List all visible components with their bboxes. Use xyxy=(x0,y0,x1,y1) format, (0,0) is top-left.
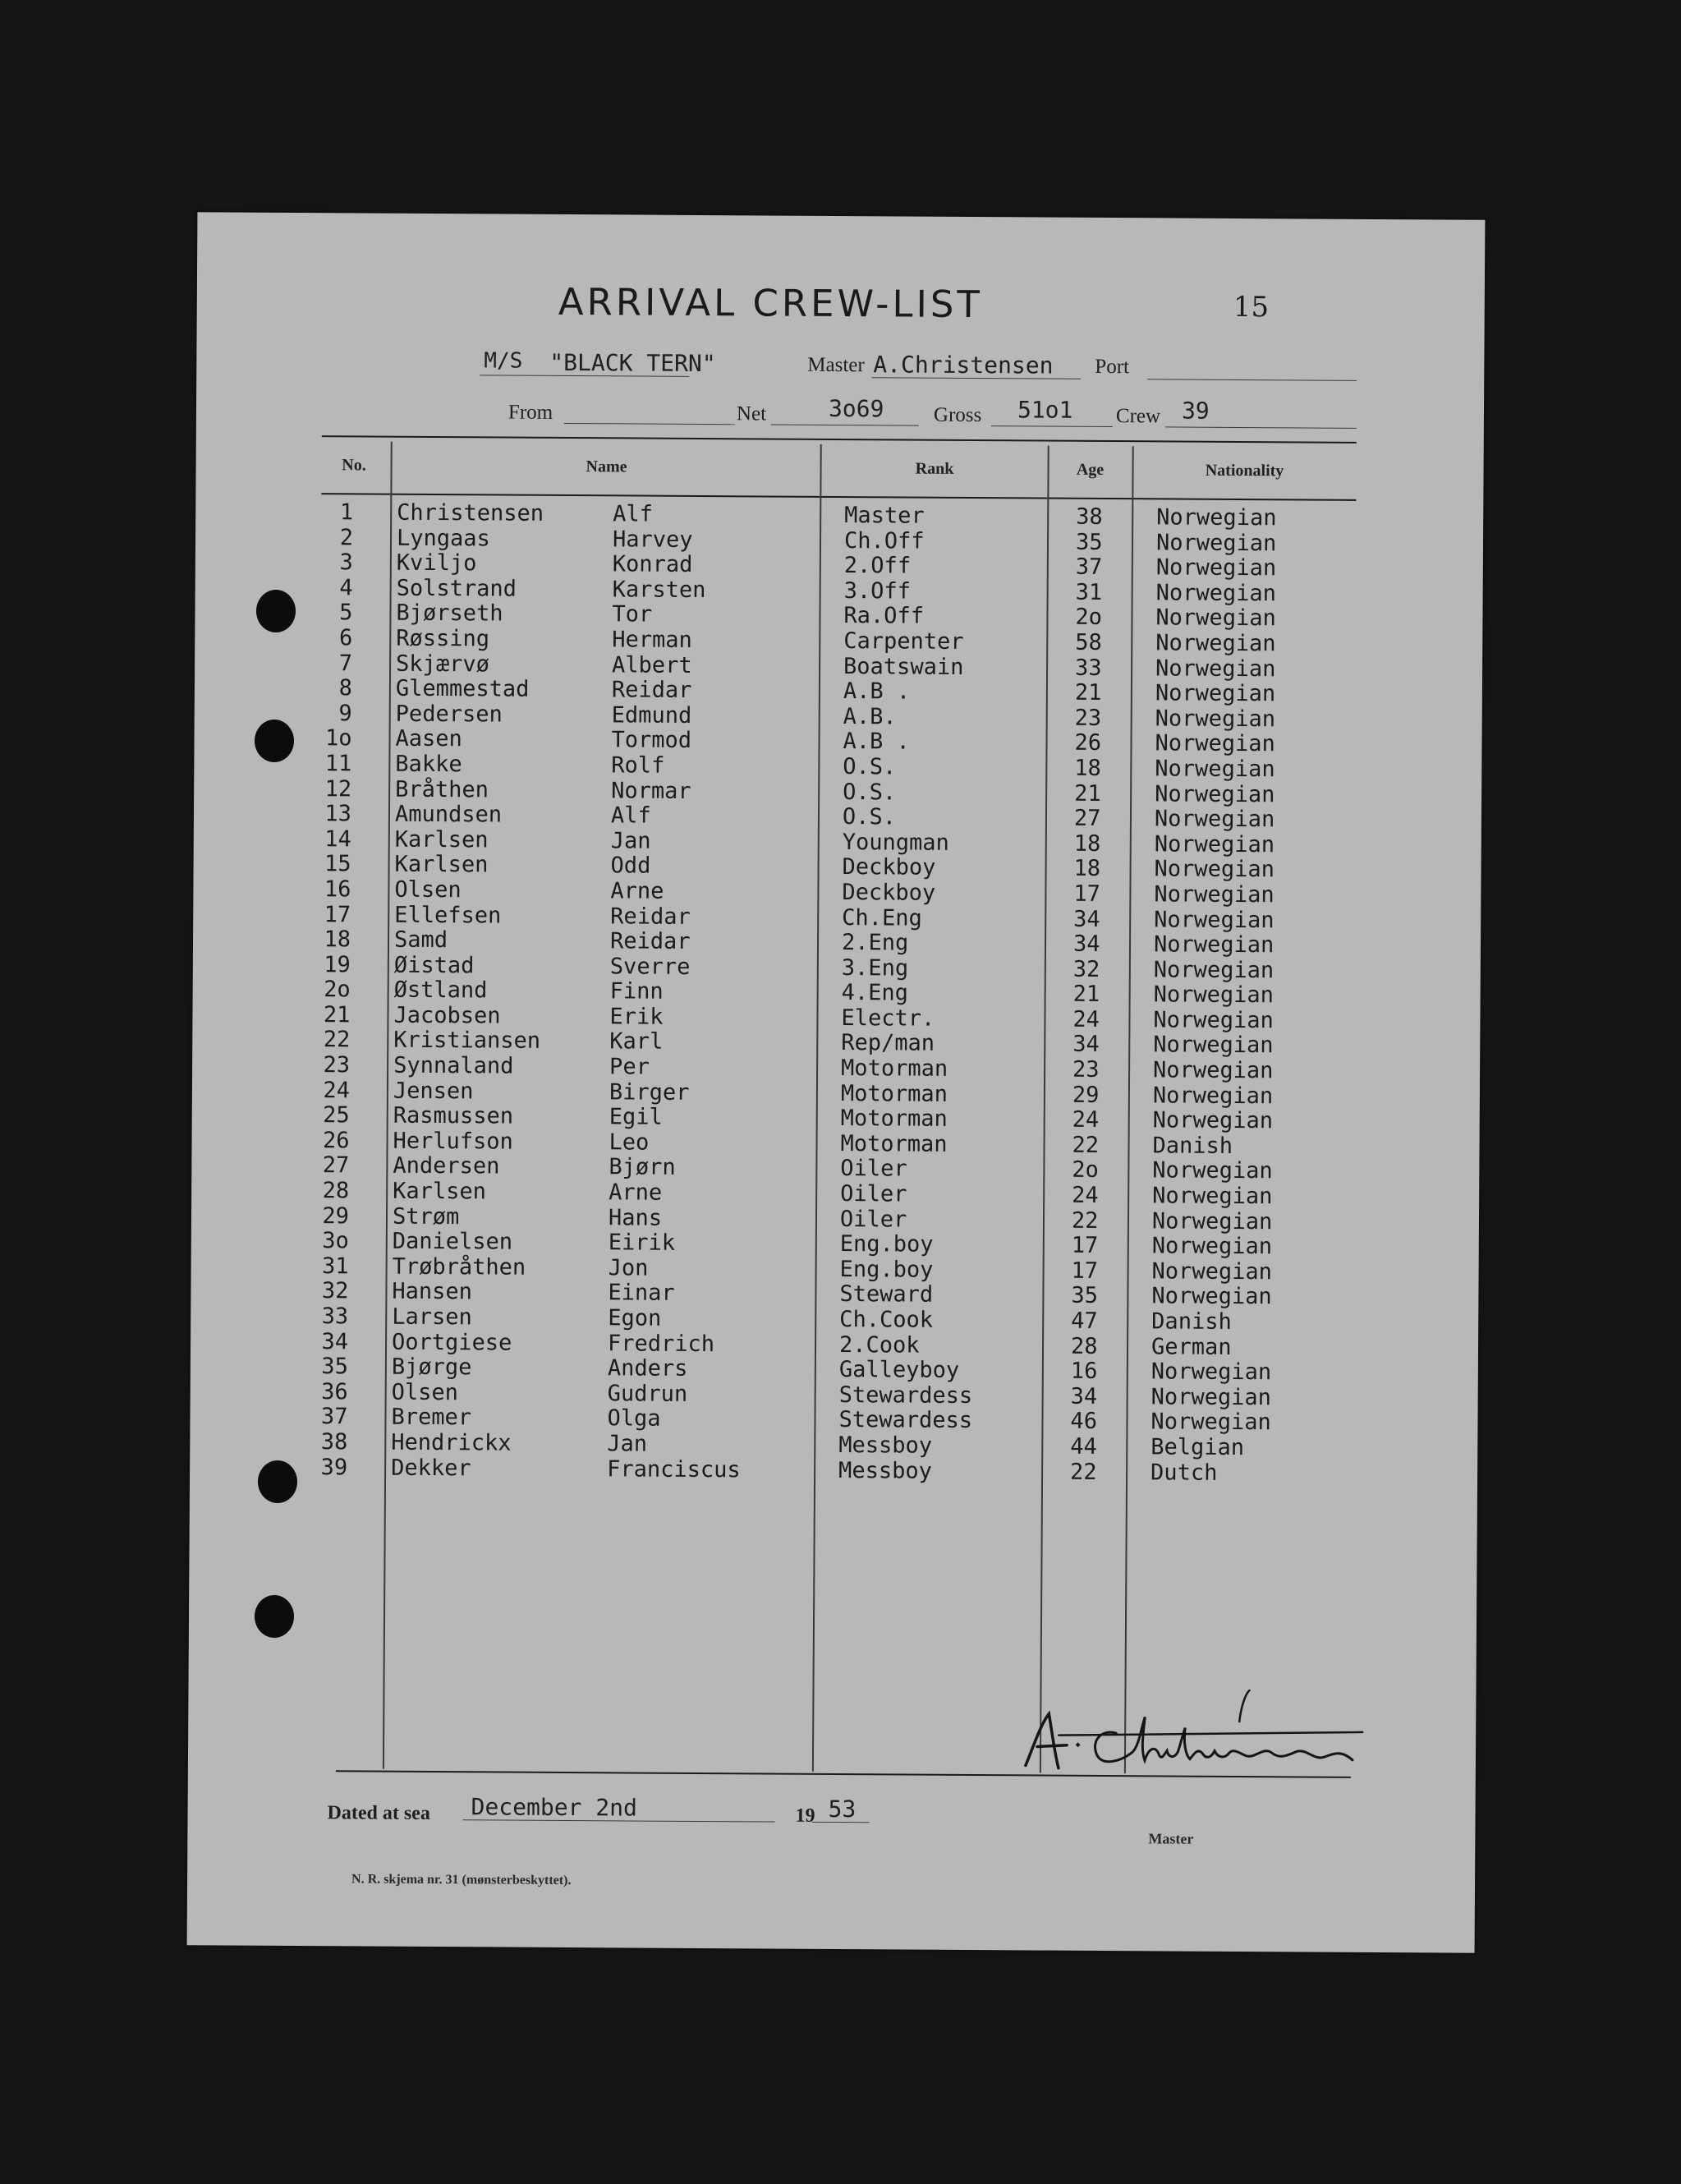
row-number: 23 xyxy=(323,1052,351,1078)
document-title: ARRIVAL CREW-LIST xyxy=(558,279,984,327)
crew-given-name: Edmund xyxy=(611,702,692,729)
crew-nationality: Norwegian xyxy=(1153,1007,1274,1034)
crew-nationality: Norwegian xyxy=(1155,730,1275,757)
crew-nationality: Norwegian xyxy=(1155,680,1276,707)
header-no: No. xyxy=(342,456,366,475)
crew-given-name: Alf xyxy=(613,501,654,527)
master-name: A.Christensen xyxy=(873,351,1054,379)
net-value: 3o69 xyxy=(828,394,884,423)
crew-given-name: Fredrich xyxy=(607,1330,715,1357)
crew-given-name: Arne xyxy=(609,1179,663,1206)
crew-age: 23 xyxy=(1074,705,1102,731)
crew-age: 24 xyxy=(1072,1182,1099,1208)
row-number: 18 xyxy=(324,926,351,953)
crew-surname: Karlsen xyxy=(394,826,489,853)
crew-rank: Messboy xyxy=(838,1432,933,1459)
crew-rank: Oiler xyxy=(840,1156,907,1182)
crew-given-name: Per xyxy=(609,1054,650,1080)
crew-rank: Rep/man xyxy=(841,1030,935,1057)
gross-value: 51o1 xyxy=(1017,396,1073,424)
crew-nationality: Norwegian xyxy=(1151,1283,1272,1310)
crew-rank: Eng.boy xyxy=(839,1256,934,1283)
crew-rank: 2.Cook xyxy=(838,1331,920,1359)
crew-surname: Lyngaas xyxy=(396,525,490,552)
crew-nationality: Norwegian xyxy=(1151,1409,1271,1436)
crew-given-name: Hans xyxy=(608,1204,663,1231)
crew-given-name: Jan xyxy=(607,1431,648,1457)
crew-age: 22 xyxy=(1070,1459,1097,1485)
crew-given-name: Harvey xyxy=(612,526,693,553)
crew-surname: Østland xyxy=(393,977,488,1004)
crew-rank: A.B . xyxy=(843,729,910,755)
crew-age: 44 xyxy=(1070,1433,1097,1460)
crew-surname: Hendrickx xyxy=(391,1429,512,1456)
crew-given-name: Arne xyxy=(610,878,664,904)
port-label: Port xyxy=(1095,355,1130,379)
crew-age: 21 xyxy=(1074,780,1101,807)
crew-age: 37 xyxy=(1075,554,1103,581)
crew-nationality: Norwegian xyxy=(1151,1258,1273,1285)
vessel-prefix: M/S xyxy=(484,348,523,374)
crew-given-name: Bjørn xyxy=(609,1154,676,1181)
master-signature xyxy=(1009,1687,1404,1796)
crew-given-name: Reidar xyxy=(609,928,691,955)
crew-surname: Karlsen xyxy=(393,1178,487,1205)
row-number: 14 xyxy=(324,825,351,853)
vessel-underline xyxy=(480,375,689,377)
crew-age: 22 xyxy=(1072,1132,1100,1158)
row-number: 3o xyxy=(322,1228,349,1254)
crew-given-name: Karl xyxy=(609,1028,664,1055)
crew-surname: Andersen xyxy=(393,1153,500,1179)
crew-rank: 2.Off xyxy=(843,553,912,579)
form-note: N. R. skjema nr. 31 (mønsterbeskyttet). xyxy=(351,1872,572,1888)
crew-rank: 2.Eng xyxy=(841,930,909,956)
master-label: Master xyxy=(807,353,865,377)
crew-rank: Messboy xyxy=(838,1457,933,1484)
crew-given-name: Normar xyxy=(611,777,691,804)
row-number: 22 xyxy=(323,1027,351,1053)
crew-nationality: Norwegian xyxy=(1153,1057,1274,1084)
crew-age: 29 xyxy=(1072,1082,1100,1108)
crew-nationality: Norwegian xyxy=(1153,931,1275,959)
crew-age: 27 xyxy=(1073,805,1101,832)
row-number: 39 xyxy=(320,1454,348,1480)
crew-nationality: Norwegian xyxy=(1154,806,1275,833)
crew-rank: Oiler xyxy=(839,1206,907,1233)
crew-rank: Deckboy xyxy=(842,854,936,881)
crew-surname: Kviljo xyxy=(396,549,477,577)
punch-hole xyxy=(255,720,294,762)
crew-age: 33 xyxy=(1074,655,1102,681)
crew-nationality: Norwegian xyxy=(1155,655,1276,682)
master-caption: Master xyxy=(1148,1830,1194,1847)
row-number: 1o xyxy=(324,725,352,752)
crew-nationality: Norwegian xyxy=(1155,580,1277,607)
crew-rank: Youngman xyxy=(842,829,949,856)
crew-surname: Dekker xyxy=(391,1455,471,1481)
crew-surname: Synnaland xyxy=(393,1052,514,1079)
crew-rank: Galleyboy xyxy=(838,1357,960,1384)
header-age: Age xyxy=(1076,460,1105,479)
crew-rank: Boatswain xyxy=(843,653,964,680)
crew-surname: Karlsen xyxy=(394,852,489,878)
crew-nationality: Norwegian xyxy=(1151,1233,1273,1260)
row-number: 38 xyxy=(320,1429,348,1455)
crew-rank: Motorman xyxy=(841,1055,948,1082)
crew-age: 28 xyxy=(1070,1333,1098,1359)
crew-surname: Ellefsen xyxy=(394,902,502,929)
row-number: 31 xyxy=(322,1253,349,1280)
crew-rank: Deckboy xyxy=(842,879,936,906)
row-number: 32 xyxy=(321,1278,349,1304)
crew-age: 34 xyxy=(1070,1383,1098,1409)
crew-age: 22 xyxy=(1071,1207,1099,1234)
crew-surname: Olsen xyxy=(391,1379,459,1405)
crew-given-name: Tormod xyxy=(611,727,692,754)
crew-given-name: Herman xyxy=(612,627,692,653)
row-number: 7 xyxy=(338,650,353,676)
crew-nationality: Norwegian xyxy=(1152,1083,1274,1109)
crew-nationality: Norwegian xyxy=(1154,906,1275,933)
crew-given-name: Tor xyxy=(612,601,653,628)
crew-surname: Røssing xyxy=(396,625,490,652)
row-number: 2o xyxy=(324,977,351,1003)
crew-given-name: Egon xyxy=(608,1305,662,1331)
crew-surname: Olsen xyxy=(394,876,462,903)
crew-nationality: Norwegian xyxy=(1155,756,1275,783)
year-underline xyxy=(811,1822,869,1823)
crew-given-name: Alf xyxy=(610,802,651,829)
crew-age: 34 xyxy=(1072,1032,1100,1058)
crew-surname: Øistad xyxy=(393,952,475,978)
crew-age: 17 xyxy=(1071,1258,1099,1284)
crew-age: 16 xyxy=(1070,1358,1098,1385)
crew-given-name: Einar xyxy=(608,1280,675,1307)
header-name: Name xyxy=(586,457,627,476)
row-number: 8 xyxy=(338,675,353,701)
crew-surname: Amundsen xyxy=(394,801,503,828)
crew-given-name: Konrad xyxy=(612,551,693,578)
row-number: 27 xyxy=(322,1152,350,1179)
row-number: 1 xyxy=(339,499,354,526)
crew-age: 38 xyxy=(1076,503,1103,530)
crew-nationality: Norwegian xyxy=(1154,831,1275,858)
crew-age: 32 xyxy=(1072,956,1100,982)
row-number: 33 xyxy=(321,1304,349,1330)
crew-label: Crew xyxy=(1115,405,1161,428)
row-number: 15 xyxy=(324,851,351,877)
crew-age: 35 xyxy=(1075,529,1103,555)
crew-list-paper xyxy=(187,212,1486,1953)
row-number: 24 xyxy=(323,1077,351,1104)
crew-surname: Skjærvø xyxy=(396,651,489,677)
crew-surname: Bjørge xyxy=(391,1354,472,1381)
crew-given-name: Birger xyxy=(609,1078,690,1106)
crew-given-name: Sverre xyxy=(609,954,691,980)
crew-age: 2o xyxy=(1075,605,1103,631)
crew-nationality: Norwegian xyxy=(1151,1359,1272,1386)
crew-rank: O.S. xyxy=(843,779,897,805)
crew-nationality: Norwegian xyxy=(1154,881,1275,908)
crew-age: 23 xyxy=(1072,1056,1100,1083)
crew-age: 35 xyxy=(1071,1283,1099,1309)
crew-rank: Ra.Off xyxy=(843,603,925,630)
master-underline xyxy=(871,377,1081,379)
crew-nationality: Belgian xyxy=(1151,1434,1245,1461)
crew-underline xyxy=(1165,426,1357,428)
row-number: 12 xyxy=(324,775,352,802)
crew-nationality: Norwegian xyxy=(1155,706,1276,733)
row-number: 28 xyxy=(322,1178,350,1204)
crew-rank: 3.Off xyxy=(843,577,912,605)
dated-at-sea-label: Dated at sea xyxy=(327,1802,430,1824)
crew-table-body xyxy=(190,499,1483,1487)
crew-surname: Strøm xyxy=(392,1203,460,1230)
crew-age: 18 xyxy=(1073,830,1101,857)
crew-given-name: Jon xyxy=(608,1255,649,1281)
crew-nationality: Norwegian xyxy=(1155,605,1276,632)
row-number: 35 xyxy=(321,1354,348,1380)
date-underline xyxy=(463,1819,775,1822)
year-prefix: 19 xyxy=(795,1805,815,1827)
crew-age: 31 xyxy=(1075,579,1103,605)
crew-rank: Electr. xyxy=(841,1005,935,1032)
crew-given-name: Karsten xyxy=(612,577,706,603)
crew-surname: Oortgiese xyxy=(391,1329,512,1356)
crew-age: 24 xyxy=(1072,1107,1100,1133)
crew-nationality: Dutch xyxy=(1151,1459,1218,1486)
crew-nationality: Norwegian xyxy=(1155,554,1277,582)
crew-surname: Solstrand xyxy=(396,575,517,602)
svg-text:A. Christensen: A. Christensen xyxy=(1015,1783,1027,1786)
crew-given-name: Erik xyxy=(609,1004,664,1030)
crew-surname: Christensen xyxy=(397,499,544,526)
from-label: From xyxy=(508,401,553,424)
crew-rank: A.B. xyxy=(843,703,897,730)
crew-given-name: Franciscus xyxy=(607,1455,741,1483)
crew-surname: Larsen xyxy=(392,1304,472,1331)
crew-given-name: Leo xyxy=(609,1129,650,1156)
gross-underline xyxy=(991,425,1113,427)
port-underline xyxy=(1147,379,1357,381)
crew-surname: Bjørseth xyxy=(396,600,503,627)
crew-age: 46 xyxy=(1070,1409,1098,1435)
row-number: 19 xyxy=(324,951,351,978)
crew-surname: Pedersen xyxy=(395,701,503,728)
crew-nationality: Norwegian xyxy=(1151,1384,1272,1411)
crew-given-name: Eirik xyxy=(608,1230,676,1257)
crew-surname: Jacobsen xyxy=(393,1002,501,1029)
net-underline xyxy=(771,425,919,426)
row-number: 9 xyxy=(338,701,352,727)
punch-hole xyxy=(256,590,296,632)
row-number: 36 xyxy=(321,1378,348,1405)
row-number: 21 xyxy=(323,1002,351,1028)
crew-given-name: Gudrun xyxy=(607,1381,688,1407)
crew-surname: Kristiansen xyxy=(393,1028,541,1055)
crew-age: 2o xyxy=(1072,1157,1099,1184)
crew-rank: Steward xyxy=(839,1281,934,1308)
crew-surname: Rasmussen xyxy=(393,1102,514,1129)
row-number: 29 xyxy=(322,1202,350,1230)
crew-surname: Bremer xyxy=(391,1405,472,1431)
crew-nationality: Norwegian xyxy=(1152,1107,1274,1134)
from-underline xyxy=(564,423,735,425)
crew-nationality: Norwegian xyxy=(1153,982,1275,1009)
crew-surname: Herlufson xyxy=(393,1128,513,1155)
crew-given-name: Olga xyxy=(607,1405,661,1432)
crew-nationality: Norwegian xyxy=(1153,957,1275,983)
crew-given-name: Rolf xyxy=(611,752,665,779)
row-number: 3 xyxy=(339,549,353,576)
crew-rank: Motorman xyxy=(840,1130,948,1157)
crew-age: 34 xyxy=(1073,906,1100,932)
row-number: 2 xyxy=(339,524,354,550)
crew-nationality: Norwegian xyxy=(1151,1207,1273,1235)
crew-given-name: Odd xyxy=(610,853,651,879)
row-number: 6 xyxy=(338,625,353,651)
crew-nationality: Norwegian xyxy=(1155,529,1277,556)
crew-nationality: Norwegian xyxy=(1153,1032,1274,1059)
crew-nationality: German xyxy=(1151,1333,1232,1360)
crew-rank: Ch.Off xyxy=(843,527,925,554)
crew-age: 18 xyxy=(1073,856,1101,882)
crew-surname: Bråthen xyxy=(395,776,489,802)
crew-rank: Ch.Eng xyxy=(842,904,922,931)
crew-rank: Ch.Cook xyxy=(839,1307,934,1333)
crew-given-name: Albert xyxy=(612,651,692,678)
crew-surname: Danielsen xyxy=(392,1228,513,1255)
crew-age: 17 xyxy=(1073,880,1101,907)
punch-hole xyxy=(258,1460,297,1503)
crew-rank: 3.Eng xyxy=(841,954,909,982)
row-number: 37 xyxy=(320,1404,348,1430)
crew-nationality: Norwegian xyxy=(1155,780,1275,807)
row-number: 11 xyxy=(324,751,352,777)
vessel-name: "BLACK TERN" xyxy=(549,348,716,378)
crew-age: 21 xyxy=(1074,679,1102,706)
crew-rank: Stewardess xyxy=(838,1407,973,1434)
crew-given-name: Finn xyxy=(609,978,664,1005)
row-number: 13 xyxy=(324,801,352,827)
crew-rank: O.S. xyxy=(842,804,897,830)
crew-rank: Oiler xyxy=(840,1181,907,1207)
crew-nationality: Danish xyxy=(1151,1308,1232,1335)
punch-hole xyxy=(255,1595,294,1638)
crew-surname: Aasen xyxy=(395,726,462,752)
row-number: 5 xyxy=(339,600,353,626)
date-value: December 2nd xyxy=(471,1793,637,1822)
crew-nationality: Norwegian xyxy=(1152,1183,1273,1210)
crew-surname: Hansen xyxy=(392,1279,473,1305)
gross-label: Gross xyxy=(933,403,982,427)
row-number: 17 xyxy=(324,901,351,927)
crew-surname: Samd xyxy=(393,926,448,954)
crew-value: 39 xyxy=(1181,397,1210,425)
year-suffix: 53 xyxy=(828,1795,857,1823)
crew-surname: Trøbråthen xyxy=(392,1253,526,1281)
header-nationality: Nationality xyxy=(1205,461,1284,480)
crew-given-name: Jan xyxy=(610,828,651,854)
crew-rank: Stewardess xyxy=(838,1382,973,1409)
crew-nationality: Danish xyxy=(1152,1133,1233,1159)
crew-rank: Motorman xyxy=(840,1106,948,1133)
row-number: 25 xyxy=(323,1102,350,1129)
crew-nationality: Norwegian xyxy=(1155,630,1276,657)
crew-rank: Eng.boy xyxy=(839,1231,934,1258)
row-number: 26 xyxy=(322,1128,350,1154)
row-number: 4 xyxy=(339,575,353,601)
crew-given-name: Reidar xyxy=(610,903,691,930)
crew-age: 47 xyxy=(1071,1308,1098,1334)
row-number: 34 xyxy=(321,1328,349,1354)
crew-given-name: Egil xyxy=(609,1104,663,1130)
crew-age: 24 xyxy=(1072,1006,1100,1032)
net-label: Net xyxy=(736,402,767,425)
table-top-rule xyxy=(322,435,1357,444)
crew-rank: Master xyxy=(844,503,925,529)
crew-given-name: Anders xyxy=(607,1355,688,1382)
crew-rank: Motorman xyxy=(840,1080,948,1107)
crew-age: 21 xyxy=(1072,982,1100,1008)
crew-rank: 4.Eng xyxy=(841,980,909,1006)
crew-surname: Glemmestad xyxy=(395,675,530,702)
page-number: 15 xyxy=(1233,290,1270,324)
crew-nationality: Norwegian xyxy=(1154,856,1275,883)
crew-rank: O.S. xyxy=(843,753,897,780)
crew-given-name: Reidar xyxy=(611,677,692,704)
crew-nationality: Norwegian xyxy=(1152,1157,1273,1184)
crew-rank: A.B . xyxy=(843,678,911,705)
crew-age: 58 xyxy=(1075,629,1102,655)
crew-age: 18 xyxy=(1074,755,1101,781)
crew-nationality: Norwegian xyxy=(1156,504,1277,531)
crew-rank: Carpenter xyxy=(843,628,964,655)
crew-age: 34 xyxy=(1072,931,1100,958)
header-rank: Rank xyxy=(915,459,954,478)
row-number: 16 xyxy=(324,876,351,903)
crew-age: 17 xyxy=(1071,1232,1099,1259)
crew-age: 26 xyxy=(1074,730,1102,756)
crew-surname: Jensen xyxy=(393,1078,474,1104)
crew-surname: Bakke xyxy=(395,751,462,778)
